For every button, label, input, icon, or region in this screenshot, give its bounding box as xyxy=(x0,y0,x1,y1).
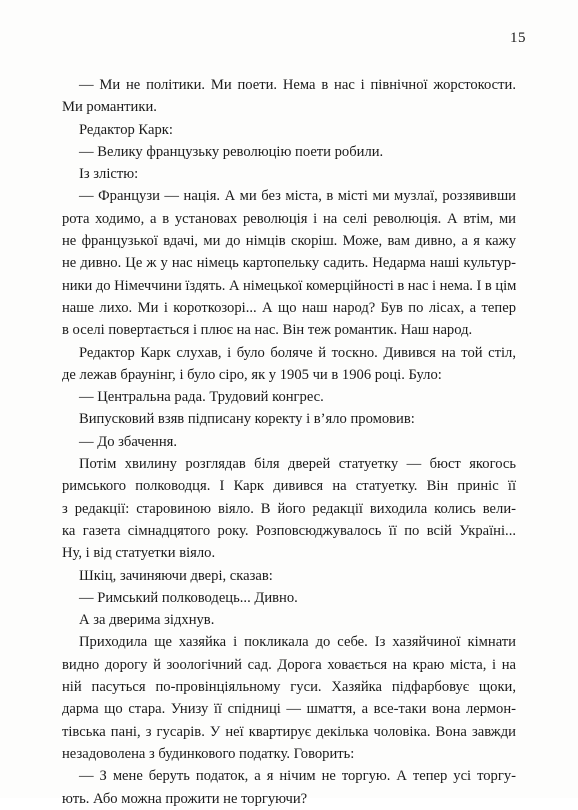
text-line: не дивно. Це ж у нас німець картопельку садить. Недарма наші культур- xyxy=(62,255,516,272)
text-line: — З мене беруть податок, а я нічим не торгую. А тепер усі торгу- xyxy=(79,768,516,785)
body-text xyxy=(62,74,516,810)
text-line: Потім хвилину розглядав біля дверей статуетку — бюст якогось xyxy=(79,456,516,473)
text-line: — Французи — нація. А ми без міста, в місті ми музлаї, роззявивши xyxy=(79,188,516,205)
text-line: де лежав браунінг, і було сіро, як у 1905 чи в 1906 році. Було: xyxy=(62,366,442,383)
text-line: з редакції: старовиною віяло. В його редакції виходила колись вели- xyxy=(62,500,516,517)
text-line: незадоволена з будинкового податку. Говорить: xyxy=(62,745,355,762)
text-line: дарма що стара. Унизу її спідниці — шмаття, а все-таки вона лермон- xyxy=(62,701,516,718)
text-line: — Центральна рада. Трудовий конгрес. xyxy=(79,389,324,406)
text-line: наше лихо. Ми і короткозорі... А що наш народ? Був по лісах, а тепер xyxy=(62,299,516,316)
text-line: — До збачення. xyxy=(79,433,178,450)
text-line: ній пасуться по-провінціяльному гуси. Хазяйка підфарбовує щоки, xyxy=(62,679,516,696)
text-line: видно дорогу й зоологічний сад. Дорога ховається на краю міста, і на xyxy=(62,656,516,673)
text-line: не французької вдачі, ми до німців скоріш. Може, вам дивно, а я кажу xyxy=(62,233,516,250)
page-number: 15 xyxy=(510,30,526,46)
text-line: Шкіц, зачиняючи двері, сказав: xyxy=(79,567,273,584)
text-line: Із злістю: xyxy=(79,166,139,183)
text-line: Ну, і від статуетки віяло. xyxy=(62,545,216,562)
text-line: Редактор Карк слухав, і було боляче й тоскно. Дивився на той стіл, xyxy=(79,344,516,361)
text-line: ка газета сімнадцятого року. Розповсюджувалось її по всій Україні... xyxy=(62,522,516,539)
text-line: тівська пані, з гусарів. У неї квартирує декілька чоловіка. Вона завжди xyxy=(62,723,516,740)
text-line: — Велику французьку революцію поети робили. xyxy=(79,143,384,160)
text-line: Редактор Карк: xyxy=(79,121,173,138)
text-line: рота ходимо, а в установах революція і на селі революція. А втім, ми xyxy=(62,210,516,227)
text-line: ники до Німеччини їздять. А німецької комерційності в нас і нема. І в цім xyxy=(62,277,516,294)
text-line: в оселі повертається і плює на нас. Він теж романтик. Наш народ. xyxy=(62,322,473,339)
text-line: — Ми не політики. Ми поети. Нема в нас і північної жорстокости. xyxy=(79,77,516,93)
text-line: римського полководця. І Карк дивився на статуетку. Він приніс її xyxy=(62,478,516,495)
text-line: Ми романтики. xyxy=(62,99,157,116)
text-line: — Римський полководець... Дивно. xyxy=(79,589,298,606)
text-line: Випусковий взяв підписану коректу і в’яло промовив: xyxy=(79,411,415,428)
text-line: ють. Або можна прожити не торгуючи? xyxy=(62,790,308,807)
text-line: А за дверима зідхнув. xyxy=(79,612,215,629)
text-line: Приходила ще хазяйка і покликала до себе. Із хазяйчиної кімнати xyxy=(79,634,516,651)
